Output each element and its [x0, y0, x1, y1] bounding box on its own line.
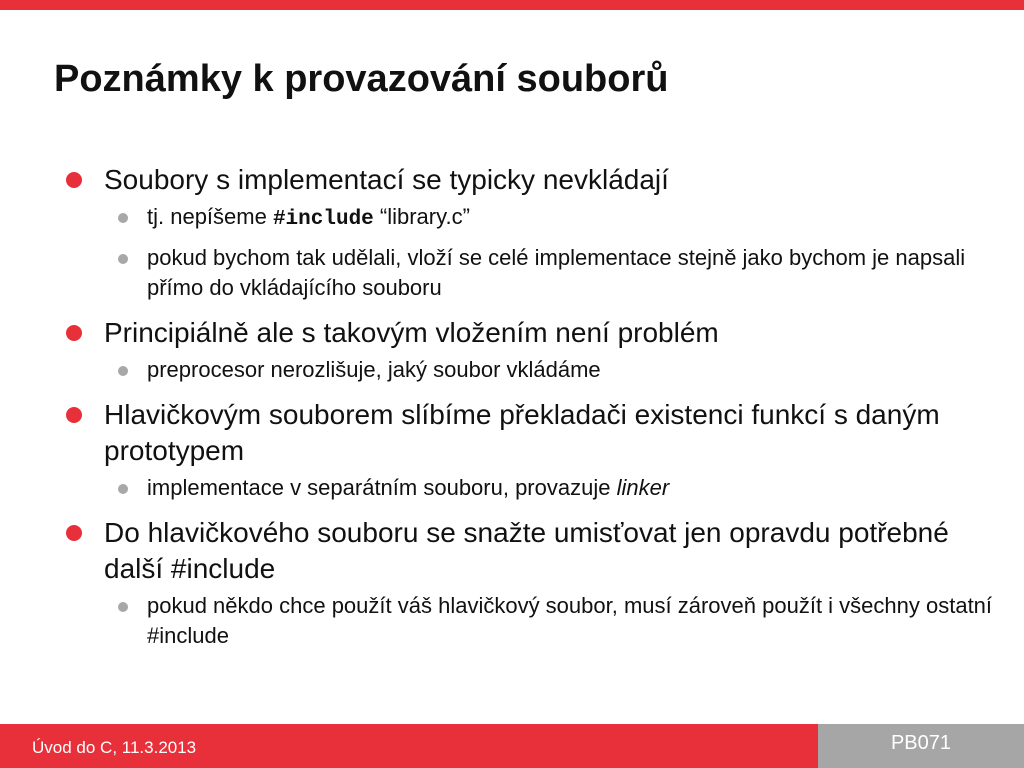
sub-bullet-item [110, 202, 1006, 235]
red-bullet-icon [66, 172, 82, 188]
bullet-list [66, 162, 1006, 651]
sub-bullet-text-pre: tj. nepíšeme [147, 204, 273, 229]
top-accent-bar [0, 0, 1024, 10]
sub-bullet-item [110, 473, 1006, 503]
bullet-text: Hlavičkovým souborem slíbíme překladači existenci funkcí s daným prototypem [104, 399, 940, 466]
bullet-text: Principiálně ale s takovým vložením není problém [104, 317, 719, 348]
red-bullet-icon [66, 407, 82, 423]
red-bullet-icon [66, 325, 82, 341]
slide-title: Poznámky k provazování souborů [54, 58, 669, 100]
course-code: PB071 [890, 732, 952, 754]
bullet-item [66, 515, 1006, 587]
bullet-item [66, 162, 1006, 198]
sub-bullet-item [110, 591, 1006, 651]
sub-bullet-text-pre: implementace v separátním souboru, provazuje [147, 475, 617, 500]
linker-term: linker [616, 475, 670, 500]
gray-bullet-icon [118, 254, 128, 264]
sub-bullet-item [110, 355, 1006, 385]
gray-bullet-icon [118, 213, 128, 223]
gray-bullet-icon [118, 484, 128, 494]
bullet-item [66, 315, 1006, 351]
sub-bullet-text: preprocesor nerozlišuje, jaký soubor vkládáme [147, 357, 601, 382]
sub-bullet-text: pokud bychom tak udělali, vloží se celé implementace stejně jako bychom je napsali přímo do vkládajícího souboru [147, 245, 966, 300]
bullet-text: Soubory s implementací se typicky nevkládají [104, 164, 669, 195]
gray-bullet-icon [118, 366, 128, 376]
sub-bullet-text-post: “library.c” [373, 204, 470, 229]
gray-bullet-icon [118, 602, 128, 612]
red-bullet-icon [66, 525, 82, 541]
bullet-item [66, 397, 1006, 469]
footer-date-text: Úvod do C, 11.3.2013 [32, 738, 197, 757]
sub-bullet-item [110, 243, 1006, 303]
sub-bullet-text: pokud někdo chce použít váš hlavičkový soubor, musí zároveň použít i všechny ostatní #include [147, 593, 993, 648]
bullet-text: Do hlavičkového souboru se snažte umisťovat jen opravdu potřebné další #include [104, 517, 949, 584]
code-include: #include [272, 208, 374, 231]
